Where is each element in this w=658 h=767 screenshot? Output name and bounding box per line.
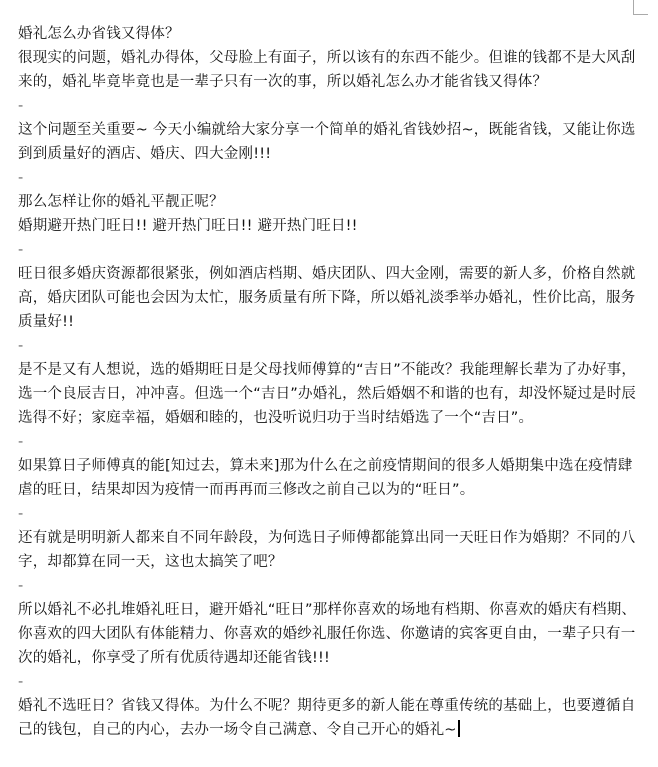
document-title-paragraph[interactable] <box>18 22 640 46</box>
empty-paragraph-mark[interactable]: - <box>18 170 24 186</box>
text-paragraph[interactable] <box>18 118 640 166</box>
paragraph-text: 旺日很多婚庆资源都很紧张，例如酒店档期、婚庆团队、四大金刚，需要的新人多，价格自然就高，婚庆团队可能也会因为太忙，服务质量有所下降，所以婚礼淡季举办婚礼，性价比高，服务质量好!! <box>18 266 636 330</box>
text-paragraph[interactable] <box>18 694 640 742</box>
paragraph-text: 还有就是明明新人都来自不同年龄段，为何选日子师傅都能算出同一天旺日作为婚期？不同的八字，却都算在同一天，这也太搞笑了吧？ <box>18 530 636 570</box>
paragraph-text: 这个问题至关重要~ 今天小编就给大家分享一个简单的婚礼省钱妙招~，既能省钱，又能让你选到到质量好的酒店、婚庆、四大金刚!!! <box>18 122 636 162</box>
text-paragraph[interactable] <box>18 598 640 670</box>
text-paragraph[interactable] <box>18 46 640 94</box>
paragraph-text: 如果算日子师傅真的能[知过去，算未来]那为什么在之前疫情期间的很多人婚期集中选在疫情肆虐的旺日，结果却因为疫情一而再再而三修改之前自己以为的“旺日”。 <box>18 458 633 498</box>
paragraph-text: 是不是又有人想说，选的婚期旺日是父母找师傅算的“吉日”不能改？我能理解长辈为了办好事，选一个良辰吉日，冲冲喜。但选一个“吉日”办婚礼，然后婚姻不和谐的也有，却没怀疑过是时辰选得不好；家庭幸福，婚姻和睦的，也没听说归功于当时结婚选了一个“吉日”。 <box>18 362 637 426</box>
paragraph-text: 婚礼不选旺日？省钱又得体。为什么不呢？期待更多的新人能在尊重传统的基础上，也要遵循自己的钱包，自己的内心，去办一场令自己满意、令自己开心的婚礼~ <box>18 698 636 738</box>
text-paragraph[interactable] <box>18 454 640 502</box>
empty-paragraph-mark[interactable]: - <box>18 338 24 354</box>
empty-paragraph-mark[interactable]: - <box>18 242 24 258</box>
paragraph-text: 所以婚礼不必扎堆婚礼旺日，避开婚礼“旺日”那样你喜欢的场地有档期、你喜欢的婚庆有档期、你喜欢的四大团队有体能精力、你喜欢的婚纱礼服任你选、你邀请的宾客更自由，一辈子只有一次的婚礼，你享受了所有优质待遇却还能省钱!!! <box>18 602 637 666</box>
page-corner-mark <box>633 0 648 15</box>
empty-paragraph-mark[interactable]: - <box>18 98 24 114</box>
text-paragraph[interactable] <box>18 262 640 334</box>
empty-paragraph-mark[interactable]: - <box>18 434 24 450</box>
text-paragraph[interactable] <box>18 214 640 238</box>
paragraph-text: 婚期避开热门旺日!! 避开热门旺日!! 避开热门旺日!! <box>18 218 358 234</box>
text-cursor <box>458 720 460 737</box>
empty-paragraph-mark[interactable]: - <box>18 578 24 594</box>
paragraph-text: 婚礼怎么办省钱又得体？ <box>18 26 180 42</box>
empty-paragraph-mark[interactable]: - <box>18 506 24 522</box>
text-paragraph[interactable] <box>18 526 640 574</box>
empty-paragraph-mark[interactable]: - <box>18 674 24 690</box>
paragraph-text: 很现实的问题，婚礼办得体，父母脸上有面子，所以该有的东西不能少。但谁的钱都不是大风刮来的，婚礼毕竟毕竟也是一辈子只有一次的事，所以婚礼怎么办才能省钱又得体？ <box>18 50 636 90</box>
text-paragraph[interactable] <box>18 358 640 430</box>
document-body[interactable] <box>18 22 640 742</box>
text-paragraph[interactable] <box>18 190 640 214</box>
paragraph-text: 那么怎样让你的婚礼平靓正呢？ <box>18 194 224 210</box>
